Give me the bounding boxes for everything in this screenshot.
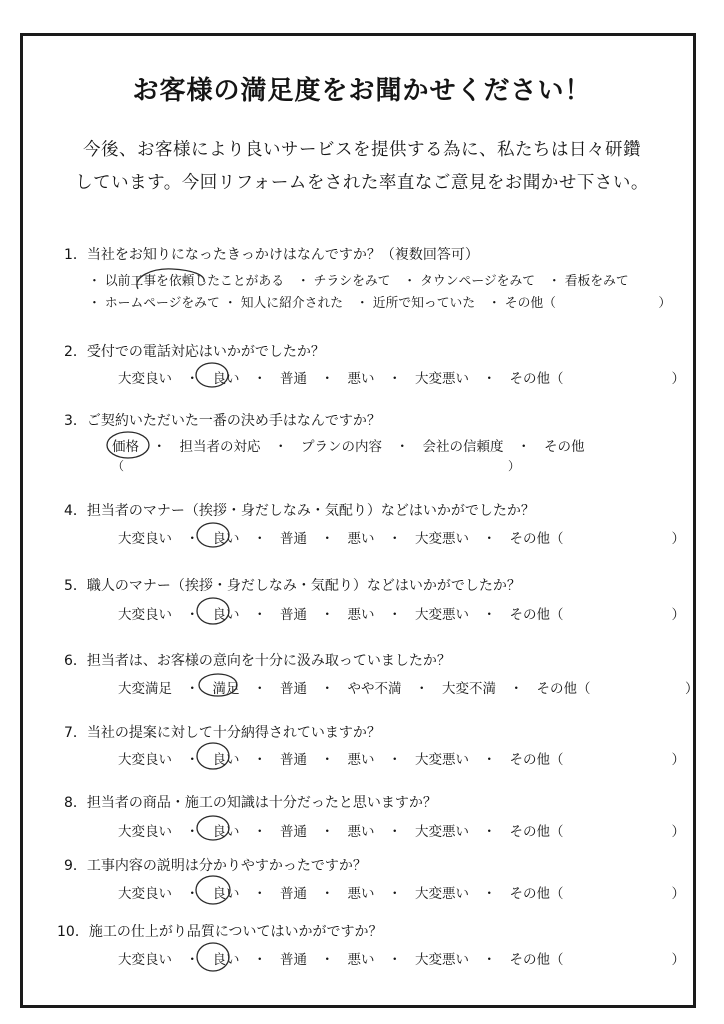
question-5-options: 大変良い ・ 良い ・ 普通 ・ 悪い ・ 大変悪い ・ その他（ ） <box>118 607 685 623</box>
question-8-options: 大変良い ・ 良い ・ 普通 ・ 悪い ・ 大変悪い ・ その他（ ） <box>118 824 685 840</box>
intro-line-1: 今後、お客様により良いサービスを提供する為に、私たちは日々研鑽 <box>83 140 641 160</box>
question-8: 8．担当者の商品・施工の知識は十分だったと思いますか？ <box>64 795 437 811</box>
question-9: 9．工事内容の説明は分かりやすかったですか？ <box>64 858 367 874</box>
question-7-options: 大変良い ・ 良い ・ 普通 ・ 悪い ・ 大変悪い ・ その他（ ） <box>118 752 685 768</box>
intro-line-2: しています。今回リフォームをされた率直なご意見をお聞かせ下さい。 <box>75 173 649 193</box>
question-1-options-line-2: ・ ホームページをみて ・ 知人に紹介された ・ 近所で知っていた ・ その他（ ） <box>88 296 672 311</box>
question-10-options: 大変良い ・ 良い ・ 普通 ・ 悪い ・ 大変悪い ・ その他（ ） <box>118 952 685 968</box>
question-3-options-line-1: 価格 ・ 担当者の対応 ・ プランの内容 ・ 会社の信頼度 ・ その他 <box>112 439 585 455</box>
question-4: 4．担当者のマナー（挨拶・身だしなみ・気配り）などはいかがでしたか？ <box>64 503 535 519</box>
question-5: 5．職人のマナー（挨拶・身だしなみ・気配り）などはいかがでしたか？ <box>64 578 521 594</box>
question-3: 3．ご契約いただいた一番の決め手はなんですか？ <box>64 413 381 429</box>
question-6-options: 大変満足 ・ 満足 ・ 普通 ・ やや不満 ・ 大変不満 ・ その他（ ） <box>118 681 699 697</box>
survey-title: お客様の満足度をお聞かせください！ <box>132 76 592 106</box>
question-9-options: 大変良い ・ 良い ・ 普通 ・ 悪い ・ 大変悪い ・ その他（ ） <box>118 886 685 902</box>
question-1: 1．当社をお知りになったきっかけはなんですか？（複数回答可） <box>64 247 479 263</box>
question-2-options: 大変良い ・ 良い ・ 普通 ・ 悪い ・ 大変悪い ・ その他（ ） <box>118 371 685 387</box>
question-6: 6．担当者は、お客様の意向を十分に汲み取っていましたか？ <box>64 653 451 669</box>
question-2: 2．受付での電話対応はいかがでしたか？ <box>64 344 325 360</box>
question-7: 7．当社の提案に対して十分納得されていますか？ <box>64 725 381 741</box>
question-1-options-line-1: ・ 以前工事を依頼したことがある ・ チラシをみて ・ タウンページをみて ・ 看板をみて <box>88 274 629 289</box>
question-3-options-line-2: （ ） <box>112 459 521 473</box>
question-10: 10．施工の仕上がり品質についてはいかがですか？ <box>57 924 383 940</box>
question-4-options: 大変良い ・ 良い ・ 普通 ・ 悪い ・ 大変悪い ・ その他（ ） <box>118 531 685 547</box>
